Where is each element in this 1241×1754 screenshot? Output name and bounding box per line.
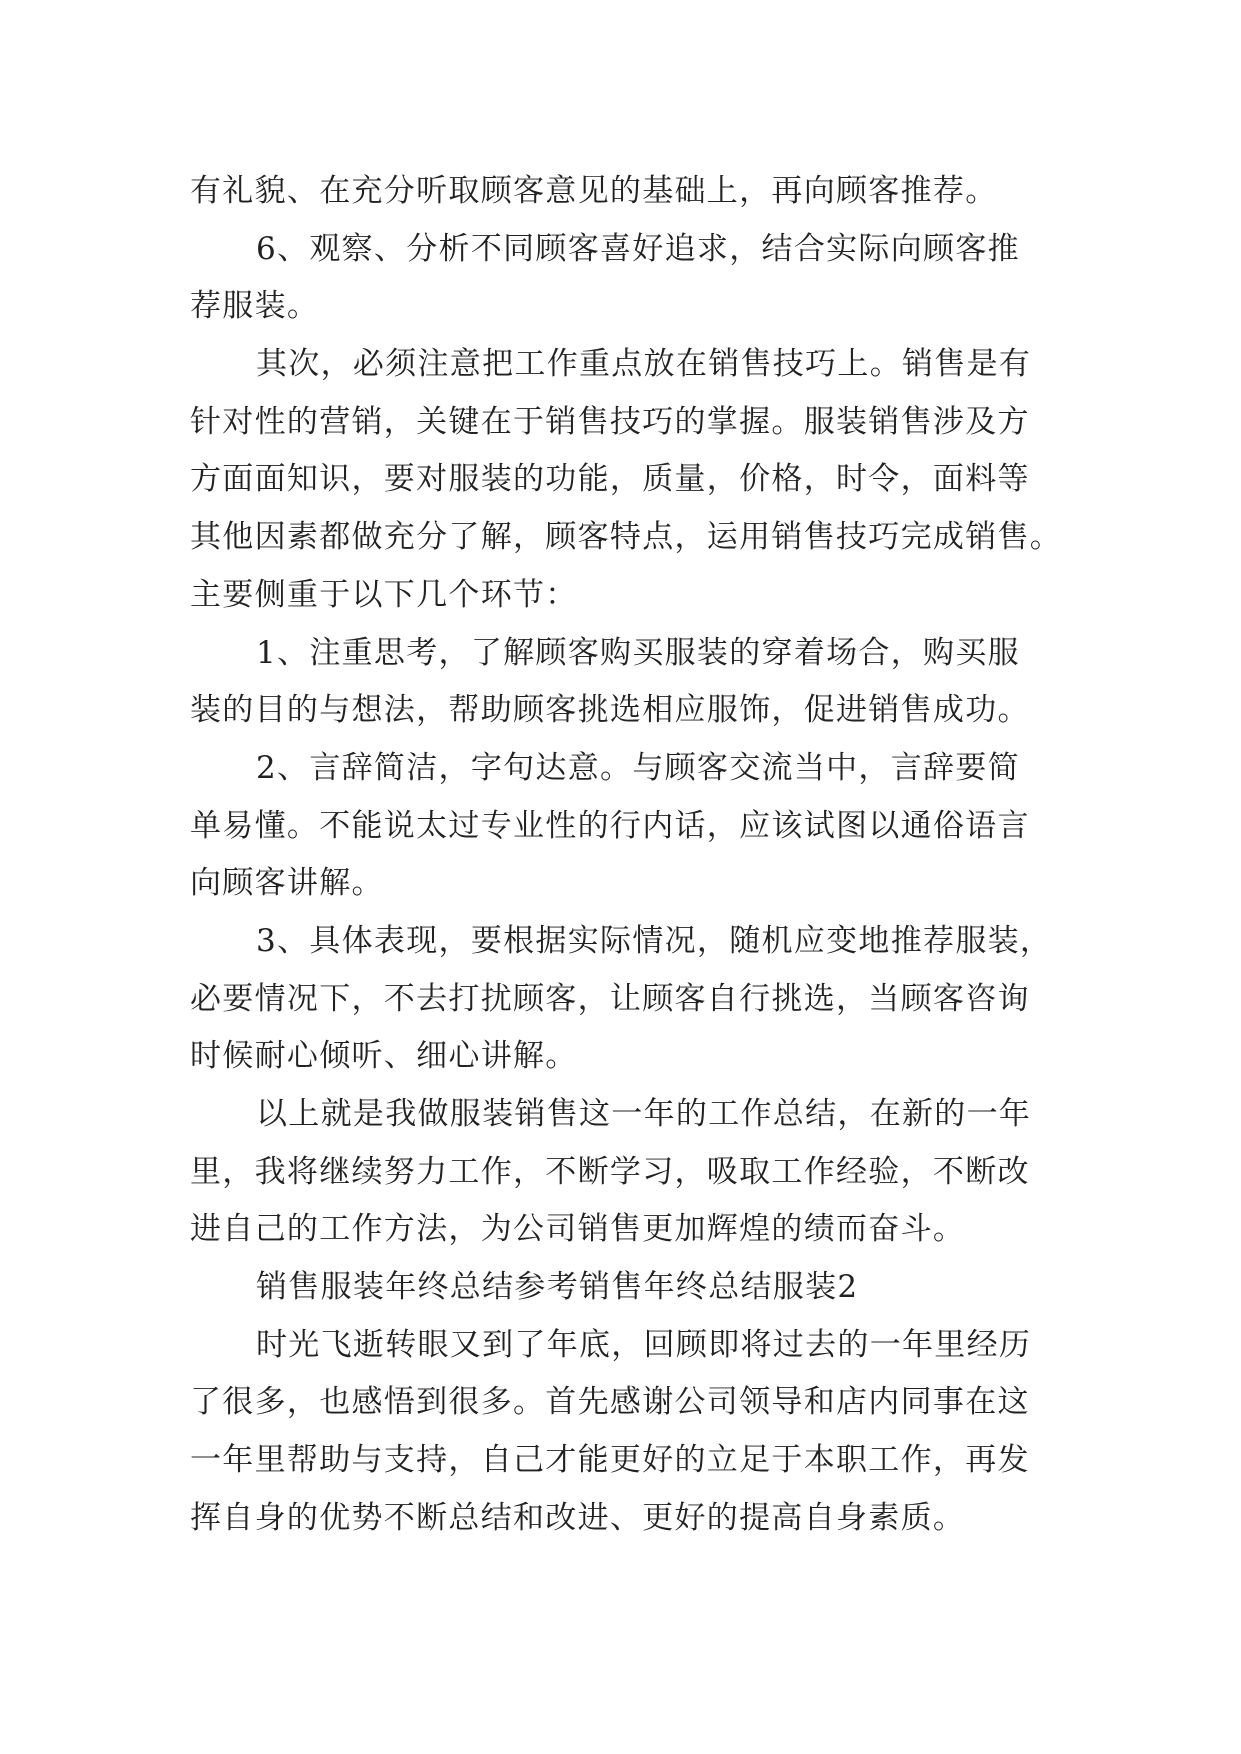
text-line: 时光飞逝转眼又到了年底，回顾即将过去的一年里经历	[256, 1326, 1032, 1363]
text-line: 以上就是我做服装销售这一年的工作总结，在新的一年	[256, 1096, 1032, 1132]
text-line: 里，我将继续努力工作，不断学习，吸取工作经验，不断改	[190, 1153, 1030, 1190]
text-line: 方面面知识，要对服装的功能，质量，价格，时令，面料等	[190, 461, 1030, 498]
text-line: 荐服装。	[190, 288, 320, 325]
document-body	[190, 163, 1063, 1548]
text-line: 有礼貌、在充分听取顾客意见的基础上，再向顾客推荐。	[190, 173, 998, 209]
text-line: 向顾客讲解。	[190, 865, 384, 902]
text-line: 1、注重思考，了解顾客购买服装的穿着场合，购买服	[256, 634, 1020, 671]
text-line: 其次，必须注意把工作重点放在销售技巧上。销售是有	[256, 346, 1032, 383]
text-line: 2、言辞简洁，字句达意。与顾客交流当中，言辞要简	[256, 749, 1020, 786]
text-line: 一年里帮助与支持，自己才能更好的立足于本职工作，再发	[190, 1442, 1030, 1479]
section-heading: 销售服装年终总结参考销售年终总结服装2	[256, 1269, 859, 1306]
text-line: 挥自身的优势不断总结和改进、更好的提高自身素质。	[190, 1499, 966, 1536]
text-line: 其他因素都做充分了解，顾客特点，运用销售技巧完成销售。	[190, 519, 1063, 556]
text-line: 主要侧重于以下几个环节：	[190, 576, 578, 613]
text-line: 了很多，也感悟到很多。首先感谢公司领导和店内同事在这	[190, 1384, 1030, 1421]
text-line: 单易懂。不能说太过专业性的行内话，应该试图以通俗语言	[190, 807, 1030, 844]
text-line: 时候耐心倾听、细心讲解。	[190, 1038, 578, 1075]
text-line: 必要情况下，不去打扰顾客，让顾客自行挑选，当顾客咨询	[190, 980, 1030, 1017]
text-line: 装的目的与想法，帮助顾客挑选相应服饰，促进销售成功。	[190, 692, 1030, 729]
text-line: 3、具体表现，要根据实际情况，随机应变地推荐服装，	[256, 922, 1053, 959]
text-line: 进自己的工作方法，为公司销售更加辉煌的绩而奋斗。	[190, 1211, 966, 1248]
text-line: 针对性的营销，关键在于销售技巧的掌握。服装销售涉及方	[190, 403, 1030, 440]
text-line: 6、观察、分析不同顾客喜好追求，结合实际向顾客推	[256, 230, 1020, 267]
